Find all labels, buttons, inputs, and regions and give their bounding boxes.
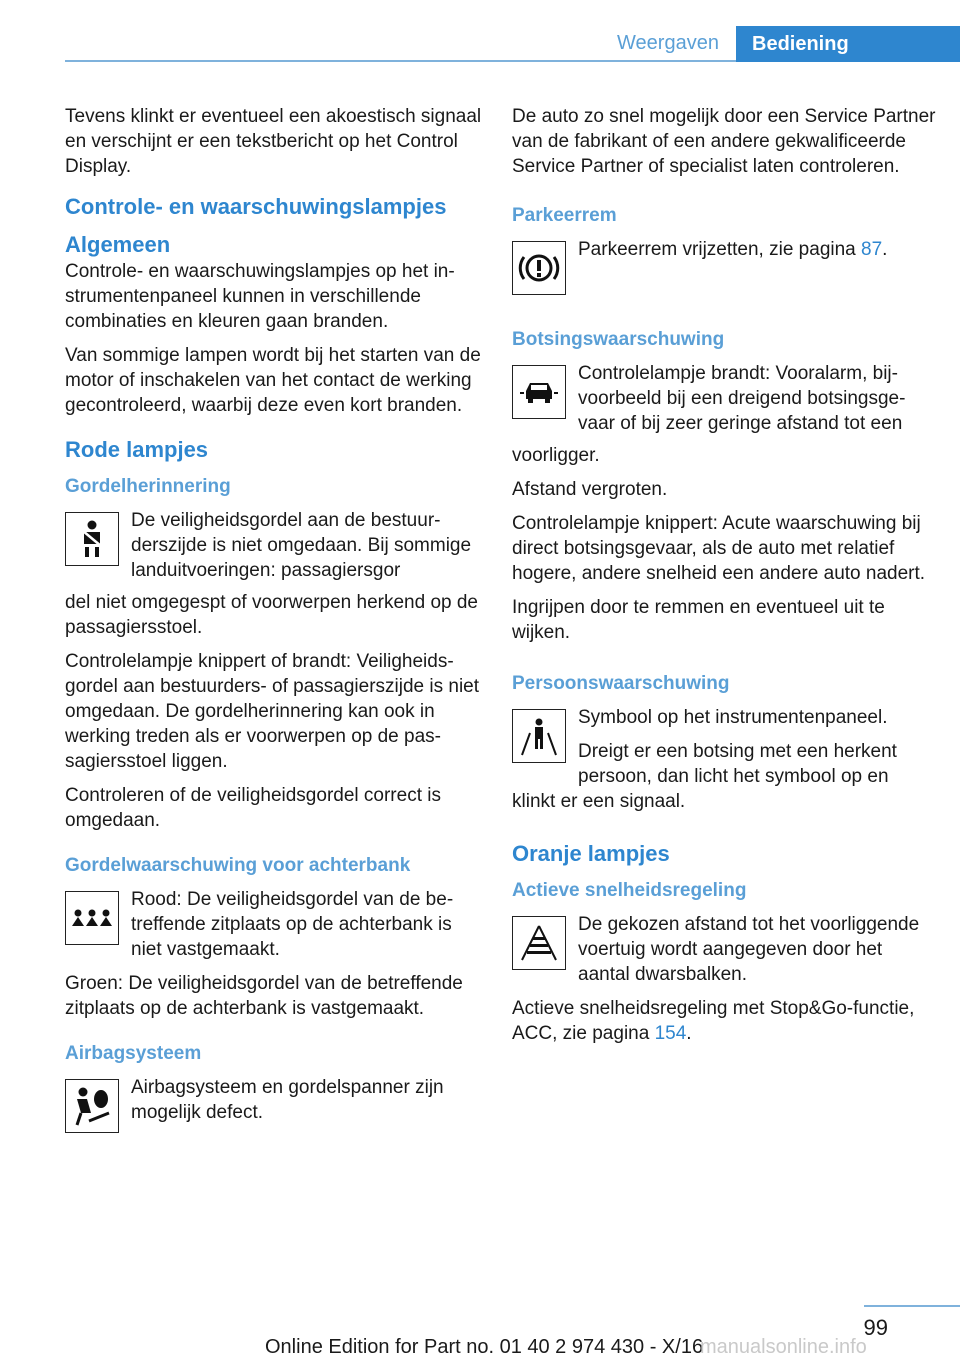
acc-end: .	[686, 1023, 692, 1044]
tab-weergaven[interactable]: Weergaven	[617, 31, 719, 54]
collision-paragraph-2: Afstand vergroten.	[512, 479, 668, 500]
acc-label: Actieve snelheidsregeling met Stop&Go-functie, ACC, zie pagina	[512, 998, 915, 1044]
heading-airbagsysteem: Airbagsysteem	[65, 1043, 202, 1064]
airbag-icon	[65, 1079, 119, 1133]
collision-text-cont: voorligger.	[512, 445, 600, 466]
heading-persoonswaarschuwing: Persoonswaarschuwing	[512, 673, 730, 694]
left-column	[65, 104, 485, 1134]
rear-seatbelt-icon	[65, 891, 119, 945]
page-link-87[interactable]: 87	[861, 239, 883, 260]
parking-brake-icon	[512, 241, 566, 295]
algemeen-paragraph-2: Van sommige lampen wordt bij het starten van de motor of inschakelen van het contact de werking gecontroleerd, waarbij deze even kort branden.	[65, 345, 481, 416]
acc-text: De gekozen afstand tot het voorliggende voertuig wordt aangegeven door het aantal dwarsbalken.	[578, 914, 920, 985]
intro-paragraph: Tevens klinkt er eventueel een akoestisch signaal en verschijnt er een tekstbericht op het Control Display.	[65, 106, 482, 177]
page-link-154[interactable]: 154	[654, 1023, 687, 1044]
heading-parkeerrem: Parkeerrem	[512, 205, 617, 226]
heading-actieve-snelheidsregeling: Actieve snelheidsregeling	[512, 880, 747, 901]
collision-text: Controlelampje brandt: Vooralarm, bijvoorbeeld bij een dreigend botsingsgevaar of bij zeer geringe afstand tot een	[578, 363, 906, 434]
collision-row	[512, 361, 936, 445]
page-number: 99	[863, 1315, 888, 1340]
heading-gordelherinnering: Gordelherinnering	[65, 476, 231, 497]
seatbelt-text: De veiligheidsgordel aan de bestuurderszijde is niet omgedaan. Bij sommige landuitvoeringen: passagiersgor	[131, 510, 472, 581]
pedestrian-text-cont: klinkt er een signaal.	[512, 791, 686, 812]
parking-brake-label: Parkeerrem vrijzetten, zie pagina	[578, 239, 862, 260]
watermark: manualsonline.info	[700, 1336, 867, 1358]
right-column	[512, 104, 936, 1055]
seatbelt-icon	[65, 512, 119, 566]
collision-paragraph-3: Controlelampje knippert: Acute waarschuwing bij direct botsingsgevaar, als de auto met relatief hogere, andere snelheid een andere auto nadert.	[512, 513, 926, 584]
tab-bediening[interactable]: Bediening	[736, 26, 960, 62]
seatbelt-row	[65, 508, 485, 592]
section-title: Controle- en waarschuwingslampjes	[65, 194, 447, 219]
seatbelt-text-cont: del niet omgegespt of voorwerpen herkend op de passagiersstoel.	[65, 592, 478, 638]
seatbelt-paragraph-3: Controleren of de veiligheidsgordel correct is omgedaan.	[65, 785, 441, 831]
pedestrian-row	[512, 705, 936, 789]
airbag-row	[65, 1075, 485, 1134]
pedestrian-warning-icon	[512, 709, 566, 763]
heading-rode-lampjes: Rode lampjes	[65, 437, 209, 462]
parking-brake-text	[578, 237, 936, 286]
rear-seatbelt-text: Rood: De veiligheidsgordel van de betreffende zitplaats op de achterbank is niet vastgemaakt.	[131, 889, 454, 960]
rear-seatbelt-row	[65, 887, 485, 971]
heading-achterbank: Gordelwaarschuwing voor achterbank	[65, 855, 411, 876]
heading-oranje-lampjes: Oranje lampjes	[512, 841, 670, 866]
distance-bars-icon	[512, 916, 566, 970]
parking-brake-row	[512, 237, 936, 295]
airbag-text: Airbagsysteem en gordelspanner zijn mogelijk defect.	[131, 1077, 444, 1123]
algemeen-paragraph-1: Controle- en waarschuwingslampjes op het instrumentenpaneel kunnen in verschillende combinaties en kleuren gaan branden.	[65, 261, 455, 332]
parking-brake-end: .	[882, 239, 888, 260]
pedestrian-text-1: Symbool op het instrumentenpaneel.	[578, 707, 888, 728]
service-paragraph: De auto zo snel mogelijk door een Service Partner van de fabrikant of een andere gekwalificeerde Service Partner of specialist laten controleren.	[512, 106, 936, 177]
acc-row	[512, 912, 936, 996]
collision-paragraph-4: Ingrijpen door te remmen en eventueel uit te wijken.	[512, 597, 885, 643]
rear-seatbelt-paragraph-2: Groen: De veiligheidsgordel van de betreffende zitplaats op de achterbank is vastgemaakt.	[65, 973, 463, 1019]
heading-algemeen: Algemeen	[65, 232, 171, 257]
seatbelt-paragraph-2: Controlelampje knippert of brandt: Veiligheidsgordel aan bestuurders- of passagierszijde is niet omgedaan. De gordelherinnering kan ook in werking treden als er voorwerpen op de passagiersstoel liggen.	[65, 651, 480, 772]
footer-edition: Online Edition for Part no. 01 40 2 974 430 - X/16	[265, 1336, 704, 1358]
collision-warning-icon	[512, 365, 566, 419]
footer-rule	[864, 1305, 960, 1307]
pedestrian-text-2: Dreigt er een botsing met een herkent persoon, dan licht het symbool op en	[578, 741, 897, 787]
acc-paragraph-2	[512, 996, 936, 1046]
heading-botsingswaarschuwing: Botsingswaarschuwing	[512, 329, 725, 350]
